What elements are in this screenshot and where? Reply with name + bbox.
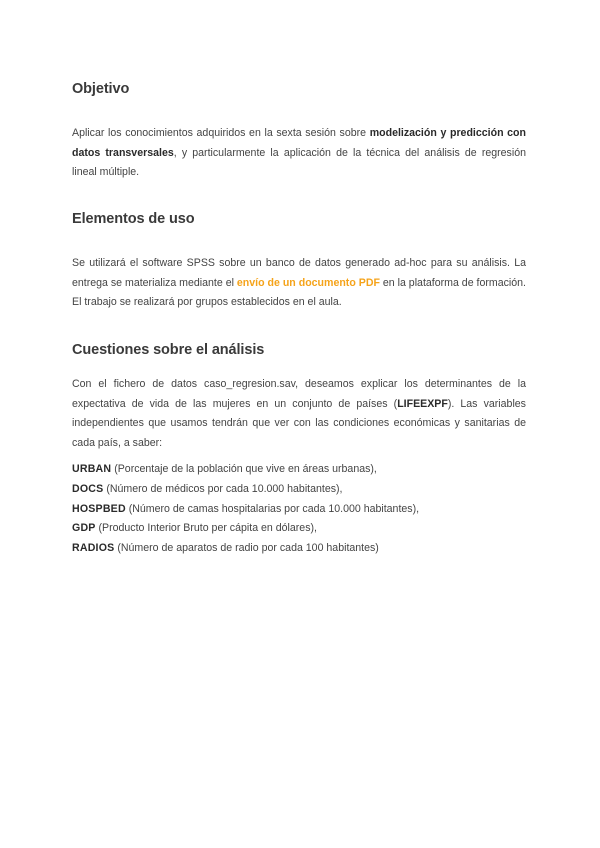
variable-name: DOCS bbox=[72, 482, 104, 495]
elementos-text-before: Se utilizará el software SPSS sobre un banco de datos generado ad-hoc para su análisis. La entrega se materializa mediante el bbox=[72, 257, 526, 289]
variable-desc: (Porcentaje de la población que vive en áreas urbanas), bbox=[111, 463, 377, 475]
heading-elementos: Elementos de uso bbox=[72, 211, 195, 227]
elementos-text-after: en la plataforma de formación. El trabajo se realizará por grupos establecidos en el aula. bbox=[72, 276, 526, 308]
variable-name: URBAN bbox=[72, 463, 112, 475]
paragraph-elementos bbox=[72, 254, 526, 313]
objetivo-text-before: Aplicar los conocimientos adquiridos en la sexta sesión sobre bbox=[72, 127, 370, 139]
heading-objetivo: Objetivo bbox=[72, 81, 130, 97]
variable-name: GDP bbox=[72, 522, 96, 535]
heading-cuestiones: Cuestiones sobre el análisis bbox=[72, 342, 265, 358]
paragraph-cuestiones bbox=[72, 375, 526, 453]
variable-desc: (Número de camas hospitalarias por cada 10.000 habitantes), bbox=[125, 502, 420, 515]
variable-name: RADIOS bbox=[72, 542, 115, 555]
variables-list bbox=[72, 460, 419, 559]
cuestiones-bold: LIFEEXPF bbox=[397, 397, 448, 410]
variable-item bbox=[72, 480, 419, 500]
objetivo-text-after: , y particularmente la aplicación de la técnica del análisis de regresión lineal múltiple. bbox=[72, 146, 526, 178]
paragraph-objetivo bbox=[72, 124, 526, 183]
variable-item bbox=[72, 539, 419, 559]
variable-name: HOSPBED bbox=[72, 502, 126, 515]
cuestiones-text-before: Con el fichero de datos caso_regresion.sav, deseamos explicar los determinantes de la expectativa de vida de las mujeres en un conjunto de países ( bbox=[72, 378, 526, 410]
variable-item bbox=[72, 460, 419, 480]
objetivo-bold: modelización y predicción con datos transversales bbox=[72, 127, 527, 159]
variable-desc: (Producto Interior Bruto per cápita en dólares), bbox=[95, 522, 317, 535]
variable-item bbox=[72, 519, 419, 539]
variable-desc: (Número de médicos por cada 10.000 habitantes), bbox=[103, 482, 343, 495]
variable-desc: (Número de aparatos de radio por cada 100 habitantes) bbox=[114, 542, 379, 555]
cuestiones-text-after: ). Las variables independientes que usamos tendrán que ver con las condiciones económicas y sanitarias de cada país, a saber: bbox=[72, 397, 526, 449]
pdf-highlight: envío de un documento PDF bbox=[236, 276, 380, 289]
variable-item bbox=[72, 500, 419, 520]
